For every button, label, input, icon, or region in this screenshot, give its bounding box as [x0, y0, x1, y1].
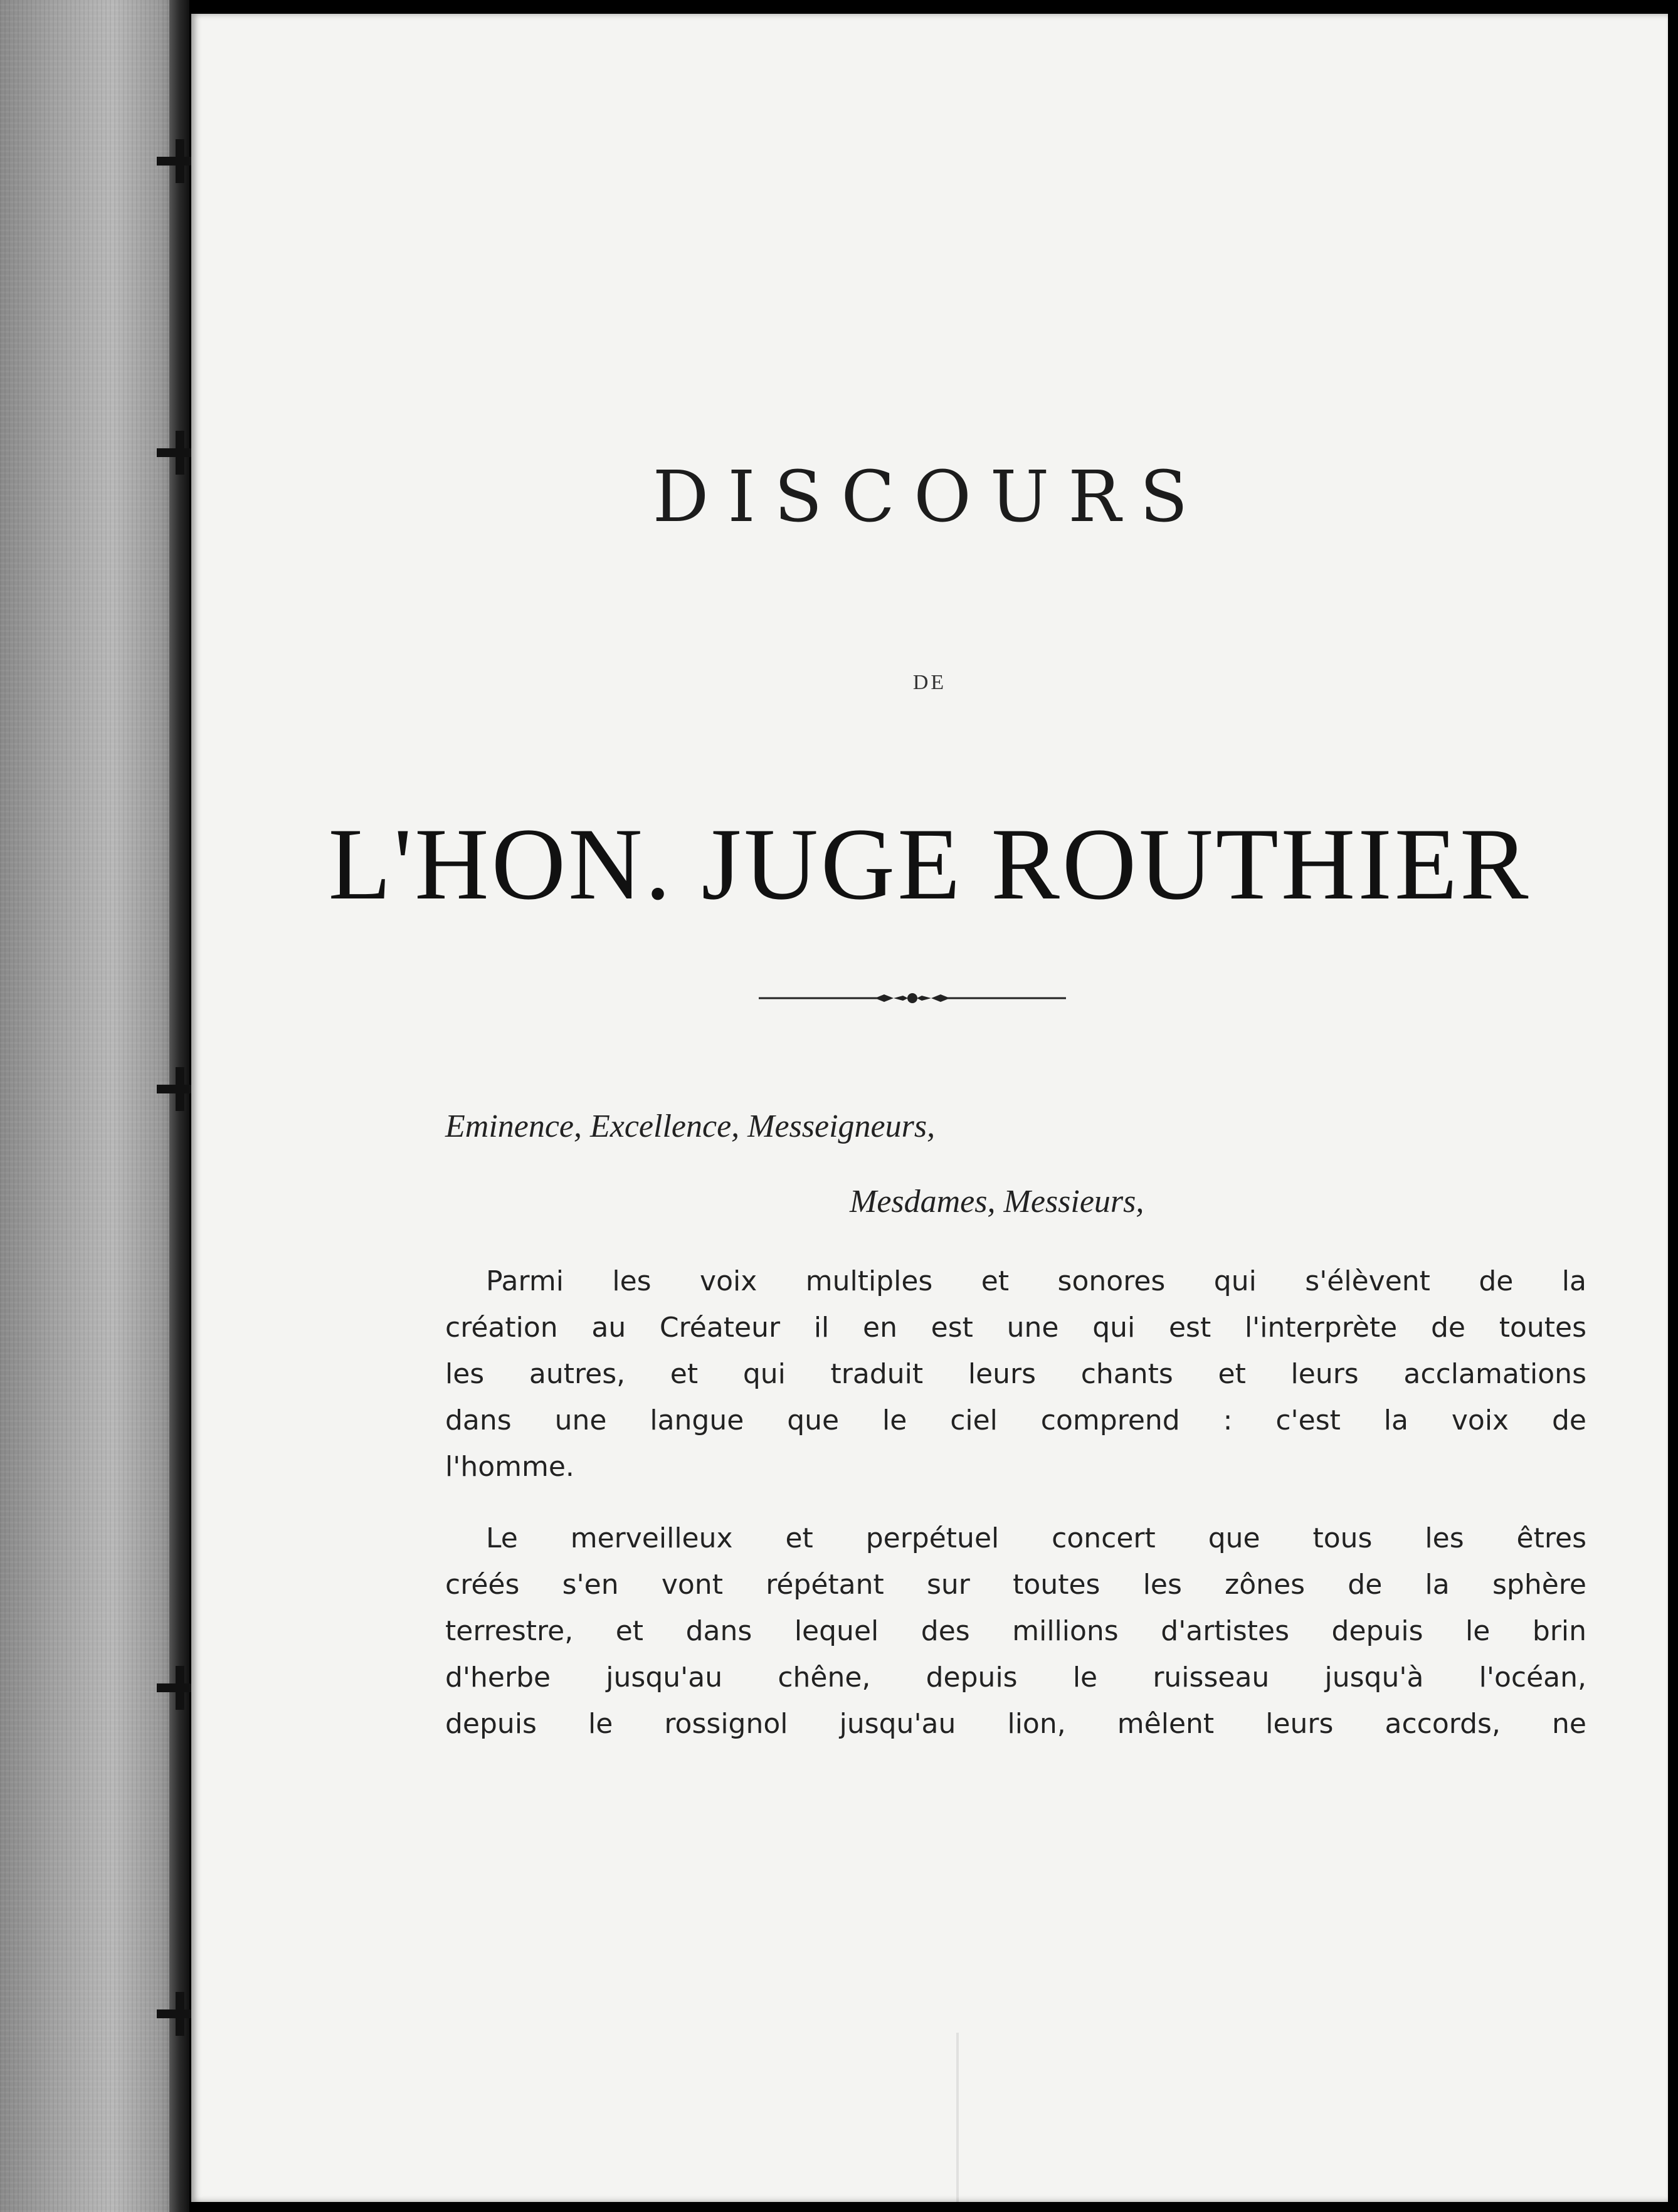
text-line: dans une langue que le ciel comprend : c'est la voix de: [445, 1404, 1586, 1436]
ornament-divider: [759, 989, 1066, 1008]
page-title: DISCOURS: [652, 456, 1207, 538]
author-name: L'HON. JUGE ROUTHIER: [328, 808, 1531, 921]
text-line: d'herbe jusqu'au chêne, depuis le ruisseau jusqu'à l'océan,: [445, 1662, 1586, 1693]
salutation-line-1: Eminence, Excellence, Messeigneurs,: [445, 1109, 936, 1144]
document-page: [191, 14, 1668, 2202]
text-line: création au Créateur il en est une qui est l'interprète de toutes: [445, 1312, 1586, 1344]
paragraph-1: [445, 1258, 1586, 1490]
text-line: terrestre, et dans lequel des millions d'artistes depuis le brin: [445, 1615, 1586, 1647]
text-line: créés s'en vont répétant sur toutes les zônes de la sphère: [445, 1569, 1586, 1601]
text-line: Le merveilleux et perpétuel concert que tous les êtres: [486, 1522, 1586, 1554]
text-line: Parmi les voix multiples et sonores qui s'élèvent de la: [486, 1265, 1586, 1297]
title-connector: DE: [912, 671, 947, 694]
page-crease: [956, 2033, 959, 2202]
book-spine: [0, 0, 188, 2212]
text-line: l'homme.: [445, 1451, 574, 1483]
salutation-line-2: Mesdames, Messieurs,: [850, 1184, 1144, 1219]
text-line: depuis le rossignol jusqu'au lion, mêlent leurs accords, ne: [445, 1708, 1586, 1740]
paragraph-2: [445, 1515, 1586, 1747]
text-line: les autres, et qui traduit leurs chants et leurs acclamations: [445, 1358, 1586, 1390]
